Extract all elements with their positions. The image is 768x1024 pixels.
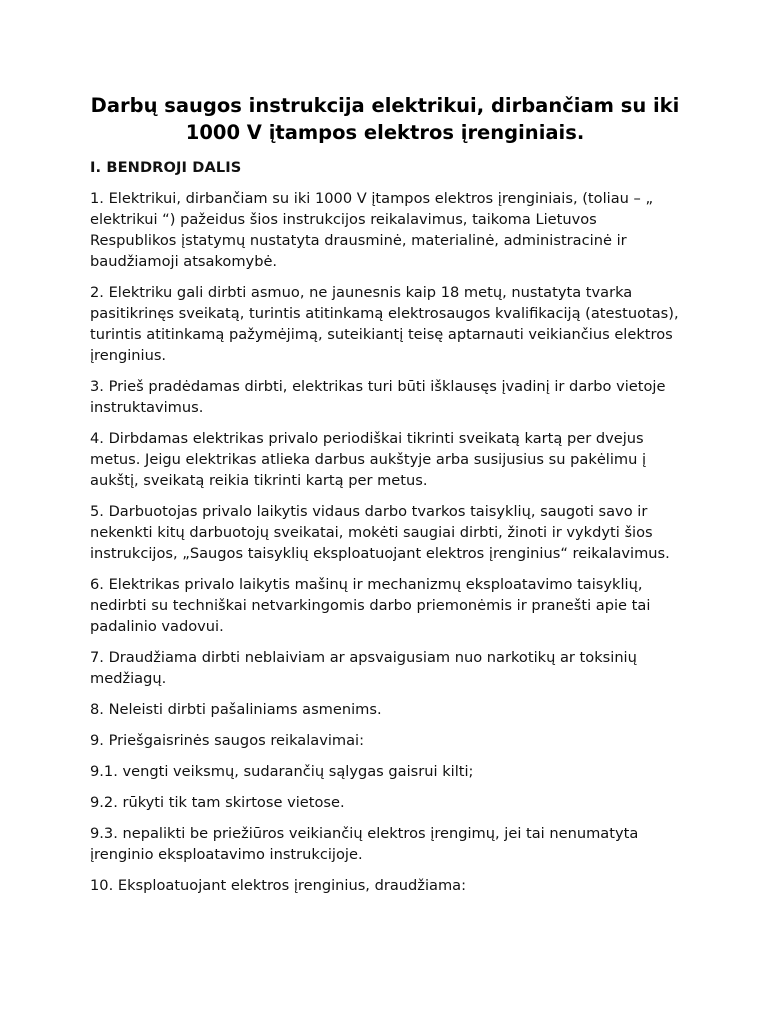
section-heading: I. BENDROJI DALIS [90,159,242,176]
paragraph-9-3: 9.3. nepalikti be priežiūros veikiančių elektros įrengimų, jei tai nenumatyta įrenginio eksploatavimo instrukcijoje. [90,825,639,863]
paragraph-5: 5. Darbuotojas privalo laikytis vidaus darbo tvarkos taisyklių, saugoti savo ir nekenkti kitų darbuotojų sveikatai, mokėti saugiai dirbti, žinoti ir vykdyti šios instrukcijos, „Saugos taisyklių eksploatuojant elektros įrenginius“ reikalavimus. [90,503,670,562]
paragraph-9-2: 9.2. rūkyti tik tam skirtose vietose. [90,794,345,811]
document-title: Darbų saugos instrukcija elektrikui, dirbančiam su iki 1000 V įtampos elektros įrenginiais. [90,94,680,144]
document-page [90,92,680,906]
paragraph-8: 8. Neleisti dirbti pašaliniams asmenims. [90,701,382,718]
paragraph-9: 9. Priešgaisrinės saugos reikalavimai: [90,732,365,749]
paragraph-7: 7. Draudžiama dirbti neblaiviam ar apsvaigusiam nuo narkotikų ar toksinių medžiagų. [90,649,637,687]
paragraph-1: 1. Elektrikui, dirbančiam su iki 1000 V įtampos elektros įrenginiais, (toliau – „ elektrikui “) pažeidus šios instrukcijos reikalavimus, taikoma Lietuvos Respublikos įstatymų nustatyta drausminė, materialinė, administracinė ir baudžiamoji atsakomybė. [90,190,654,270]
paragraph-6: 6. Elektrikas privalo laikytis mašinų ir mechanizmų eksploatavimo taisyklių, nedirbti su techniškai netvarkingomis darbo priemonėmis ir pranešti apie tai padalinio vadovui. [90,576,651,635]
paragraph-9-1: 9.1. vengti veiksmų, sudarančių sąlygas gaisrui kilti; [90,763,474,780]
paragraph-10: 10. Eksploatuojant elektros įrenginius, draudžiama: [90,877,467,894]
paragraph-3: 3. Prieš pradėdamas dirbti, elektrikas turi būti išklausęs įvadinį ir darbo vietoje instruktavimus. [90,378,666,416]
paragraph-2: 2. Elektriku gali dirbti asmuo, ne jaunesnis kaip 18 metų, nustatyta tvarka pasitikrinęs sveikatą, turintis atitinkamą elektrosaugos kvalifikaciją (atestuotas), turintis atitinkamą pažymėjimą, suteikiantį teisę aptarnauti veikiančius elektros įrenginius. [90,284,679,364]
paragraph-4: 4. Dirbdamas elektrikas privalo periodiškai tikrinti sveikatą kartą per dvejus metus. Jeigu elektrikas atlieka darbus aukštyje arba susijusius su pakėlimu į aukštį, sveikatą reikia tikrinti kartą per metus. [90,430,647,489]
